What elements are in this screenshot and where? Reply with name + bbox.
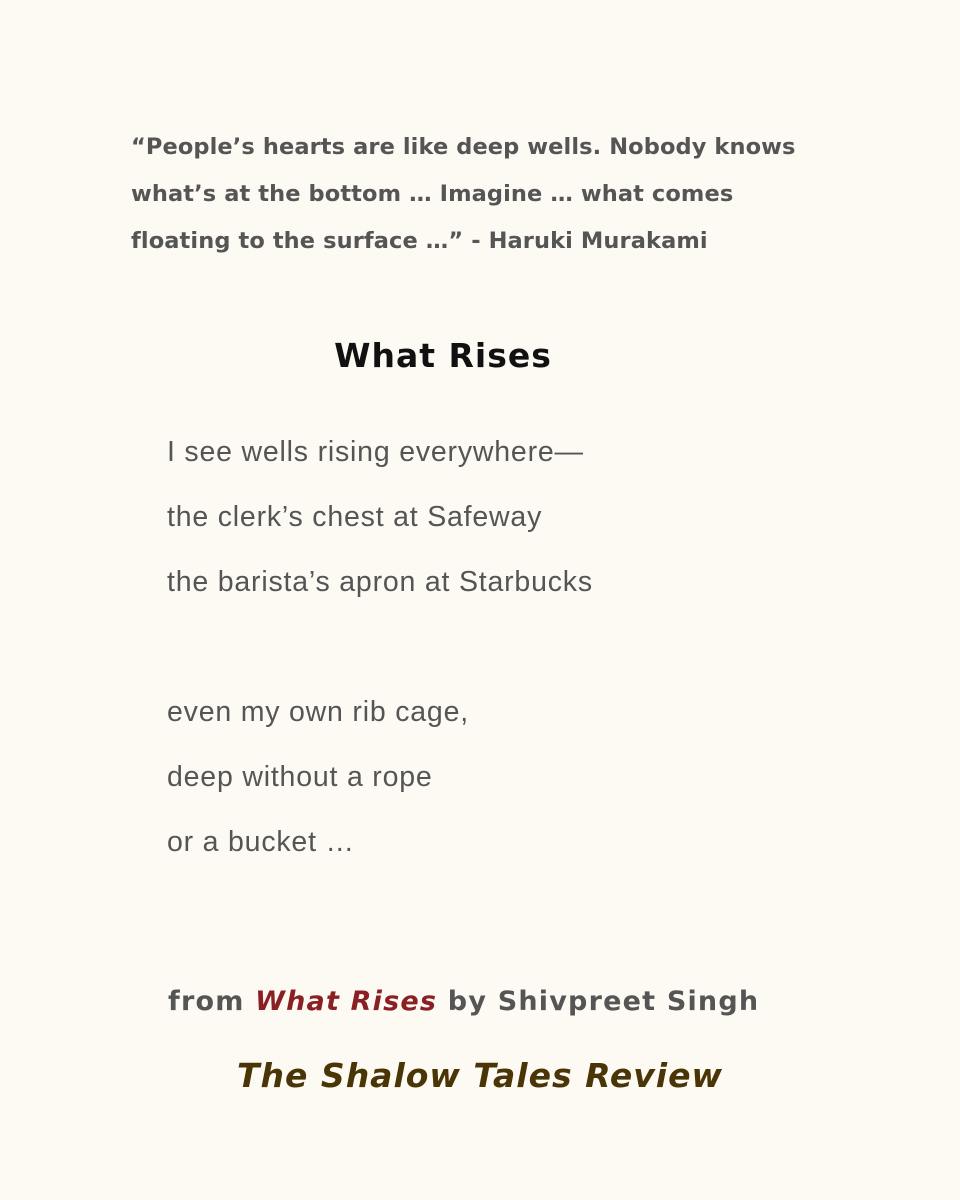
- attribution-prefix: from: [168, 986, 245, 1017]
- publication-name: The Shalow Tales Review: [237, 1056, 723, 1095]
- poem-line: deep without a rope: [167, 761, 433, 793]
- poem-line: I see wells rising everywhere—: [167, 436, 584, 468]
- epigraph-line: what’s at the bottom … Imagine … what comes: [131, 181, 734, 207]
- stanza-1: [167, 420, 593, 615]
- book-title: What Rises: [255, 986, 438, 1017]
- epigraph-quote: [131, 124, 831, 265]
- epigraph-line: “People’s hearts are like deep wells. Nobody knows: [131, 134, 796, 160]
- poem-line: even my own rib cage,: [167, 696, 469, 728]
- epigraph-line: floating to the surface …” - Haruki Murakami: [131, 228, 708, 254]
- stanza-2: [167, 680, 469, 875]
- poem-line: the barista’s apron at Starbucks: [167, 566, 593, 598]
- poem-line: the clerk’s chest at Safeway: [167, 501, 543, 533]
- poem-line: or a bucket …: [167, 826, 355, 858]
- attribution-line: [168, 986, 759, 1017]
- poem-title: What Rises: [334, 336, 552, 375]
- attribution-byline: by Shivpreet Singh: [447, 986, 760, 1017]
